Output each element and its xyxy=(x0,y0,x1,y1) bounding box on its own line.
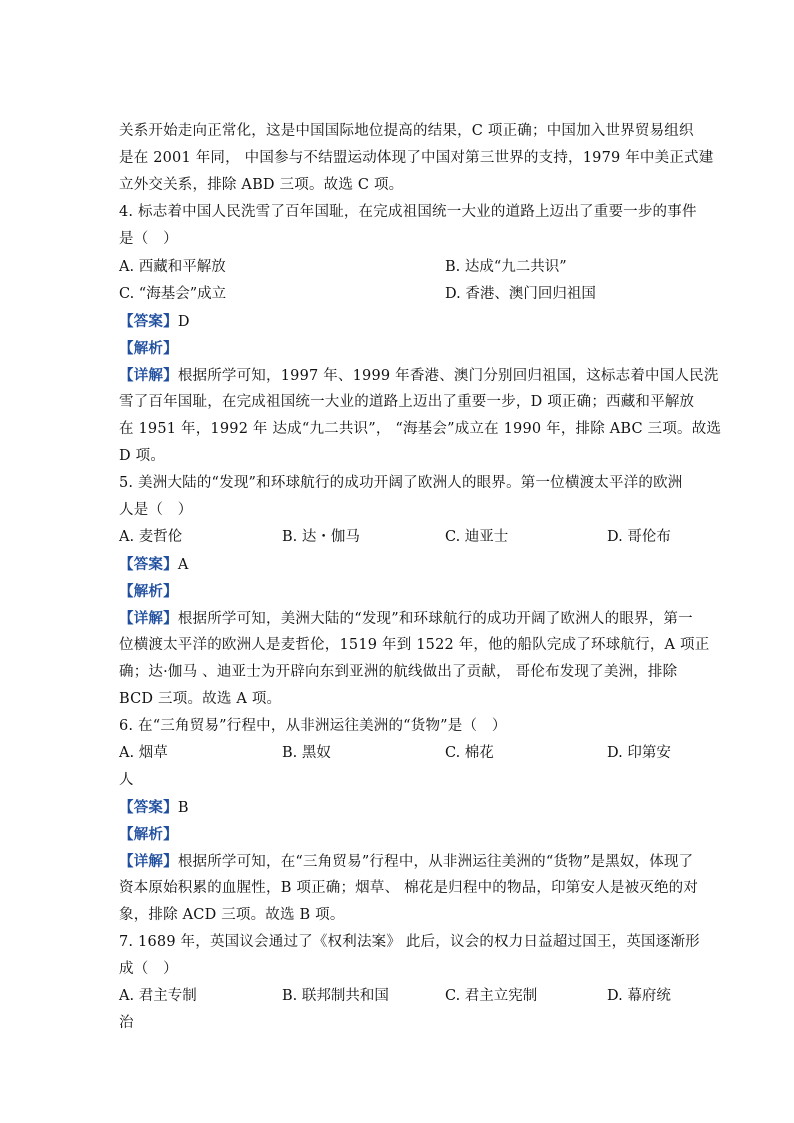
q4-detail-line-1 xyxy=(119,362,719,389)
q6-detail-line-1 xyxy=(119,848,694,875)
q4-stem-line-1: 4. 标志着中国人民洗雪了百年国耻，在完成祖国统一大业的道路上迈出了重要一步的事件 xyxy=(119,204,697,220)
q4-answer xyxy=(119,308,679,335)
q4-detail-line-4: D 项。 xyxy=(119,448,166,464)
q7-stem-line-1: 7. 1689 年，英国议会通过了《权利法案》 此后，议会的权力日益超过国王，英国逐渐形 xyxy=(119,934,700,950)
analysis-tag: 【解析】 xyxy=(119,583,178,600)
q7-stem-line-2: 成（ ） xyxy=(119,961,178,977)
q6-detail-line-2: 资本原始积累的血腥性，B 项正确；烟草、 棉花是归程中的物品，印第安人是被灭绝的对 xyxy=(119,880,699,896)
q5-stem-line-1: 5. 美洲大陆的“发现”和环球航行的成功开阔了欧洲人的眼界。第一位横渡太平洋的欧洲 xyxy=(119,475,683,491)
q6-option-d: D. 印第安 xyxy=(607,745,671,761)
q6-answer xyxy=(119,794,679,821)
q4-detail-line-3: 在 1951 年，1992 年 达成“九二共识”， “海基会”成立在 1990 年，排除 ABC 三项。故选 xyxy=(119,421,722,437)
detail-tag: 【详解】 xyxy=(119,610,178,627)
q7-option-d: D. 幕府统 xyxy=(607,988,671,1004)
q5-option-c: C. 迪亚士 xyxy=(445,529,509,545)
q4-detail-line-2: 雪了百年国耻，在完成祖国统一大业的道路上迈出了重要一步，D 项正确；西藏和平解放 xyxy=(119,394,695,410)
q3-analysis-line-2: 是在 2001 年同， 中国参与不结盟运动体现了中国对第三世界的支持，1979 年中美正式建 xyxy=(119,150,714,166)
q4-stem-line-2: 是（ ） xyxy=(119,231,178,247)
q4-option-d: D. 香港、澳门回归祖国 xyxy=(445,286,596,302)
q5-detail-line-1 xyxy=(119,605,693,632)
q5-option-d: D. 哥伦布 xyxy=(607,529,671,545)
q7-option-a: A. 君主专制 xyxy=(119,988,197,1004)
q6-analysis xyxy=(119,821,679,848)
detail-text: 根据所学可知，1997 年、1999 年香港、澳门分别回归祖国，这标志着中国人民洗 xyxy=(177,368,719,384)
answer-tag: 【答案】 xyxy=(119,313,178,330)
q5-analysis xyxy=(119,578,679,605)
q4-analysis xyxy=(119,335,679,362)
detail-text: 根据所学可知，美洲大陆的“发现”和环球航行的成功开阔了欧洲人的眼界，第一 xyxy=(177,611,693,627)
q3-analysis-line-3: 立外交关系，排除 ABD 三项。故选 C 项。 xyxy=(119,177,404,193)
q5-answer xyxy=(119,551,679,578)
q6-option-b: B. 黑奴 xyxy=(282,745,331,761)
q5-detail-line-4: BCD 三项。故选 A 项。 xyxy=(119,691,282,707)
analysis-tag: 【解析】 xyxy=(119,826,178,843)
detail-text: 根据所学可知，在“三角贸易”行程中，从非洲运往美洲的“货物”是黑奴，体现了 xyxy=(177,854,694,870)
q4-option-a: A. 西藏和平解放 xyxy=(119,259,226,275)
q6-detail-line-3: 象，排除 ACD 三项。故选 B 项。 xyxy=(119,907,345,923)
answer-value: D xyxy=(177,314,190,330)
q6-option-a: A. 烟草 xyxy=(119,745,168,761)
answer-tag: 【答案】 xyxy=(119,556,178,573)
q3-analysis-line-1: 关系开始走向正常化，这是中国国际地位提高的结果，C 项正确；中国加入世界贸易组织 xyxy=(119,123,694,139)
q6-stem-line-1: 6. 在“三角贸易”行程中，从非洲运往美洲的“货物”是（ ） xyxy=(119,718,507,734)
q7-option-d-wrap: 治 xyxy=(119,1015,134,1031)
q4-option-b: B. 达成“九二共识” xyxy=(445,259,567,275)
analysis-tag: 【解析】 xyxy=(119,340,178,357)
q7-option-b: B. 联邦制共和国 xyxy=(282,988,389,1004)
answer-value: B xyxy=(177,800,189,816)
detail-tag: 【详解】 xyxy=(119,367,178,384)
answer-tag: 【答案】 xyxy=(119,799,178,816)
q7-option-c: C. 君主立宪制 xyxy=(445,988,538,1004)
q5-detail-line-2: 位横渡太平洋的欧洲人是麦哲伦，1519 年到 1522 年，他的船队完成了环球航行，A 项正 xyxy=(119,637,710,653)
answer-value: A xyxy=(177,557,189,573)
q6-option-c: C. 棉花 xyxy=(445,745,494,761)
q5-option-b: B. 达・伽马 xyxy=(282,529,360,545)
detail-tag: 【详解】 xyxy=(119,853,178,870)
q6-option-d-wrap: 人 xyxy=(119,772,134,788)
q5-stem-line-2: 人是（ ） xyxy=(119,502,193,518)
q4-option-c: C. “海基会”成立 xyxy=(119,286,227,302)
q5-detail-line-3: 确；达·伽马 、迪亚士为开辟向东到亚洲的航线做出了贡献， 哥伦布发现了美洲，排除 xyxy=(119,664,678,680)
q5-option-a: A. 麦哲伦 xyxy=(119,529,183,545)
